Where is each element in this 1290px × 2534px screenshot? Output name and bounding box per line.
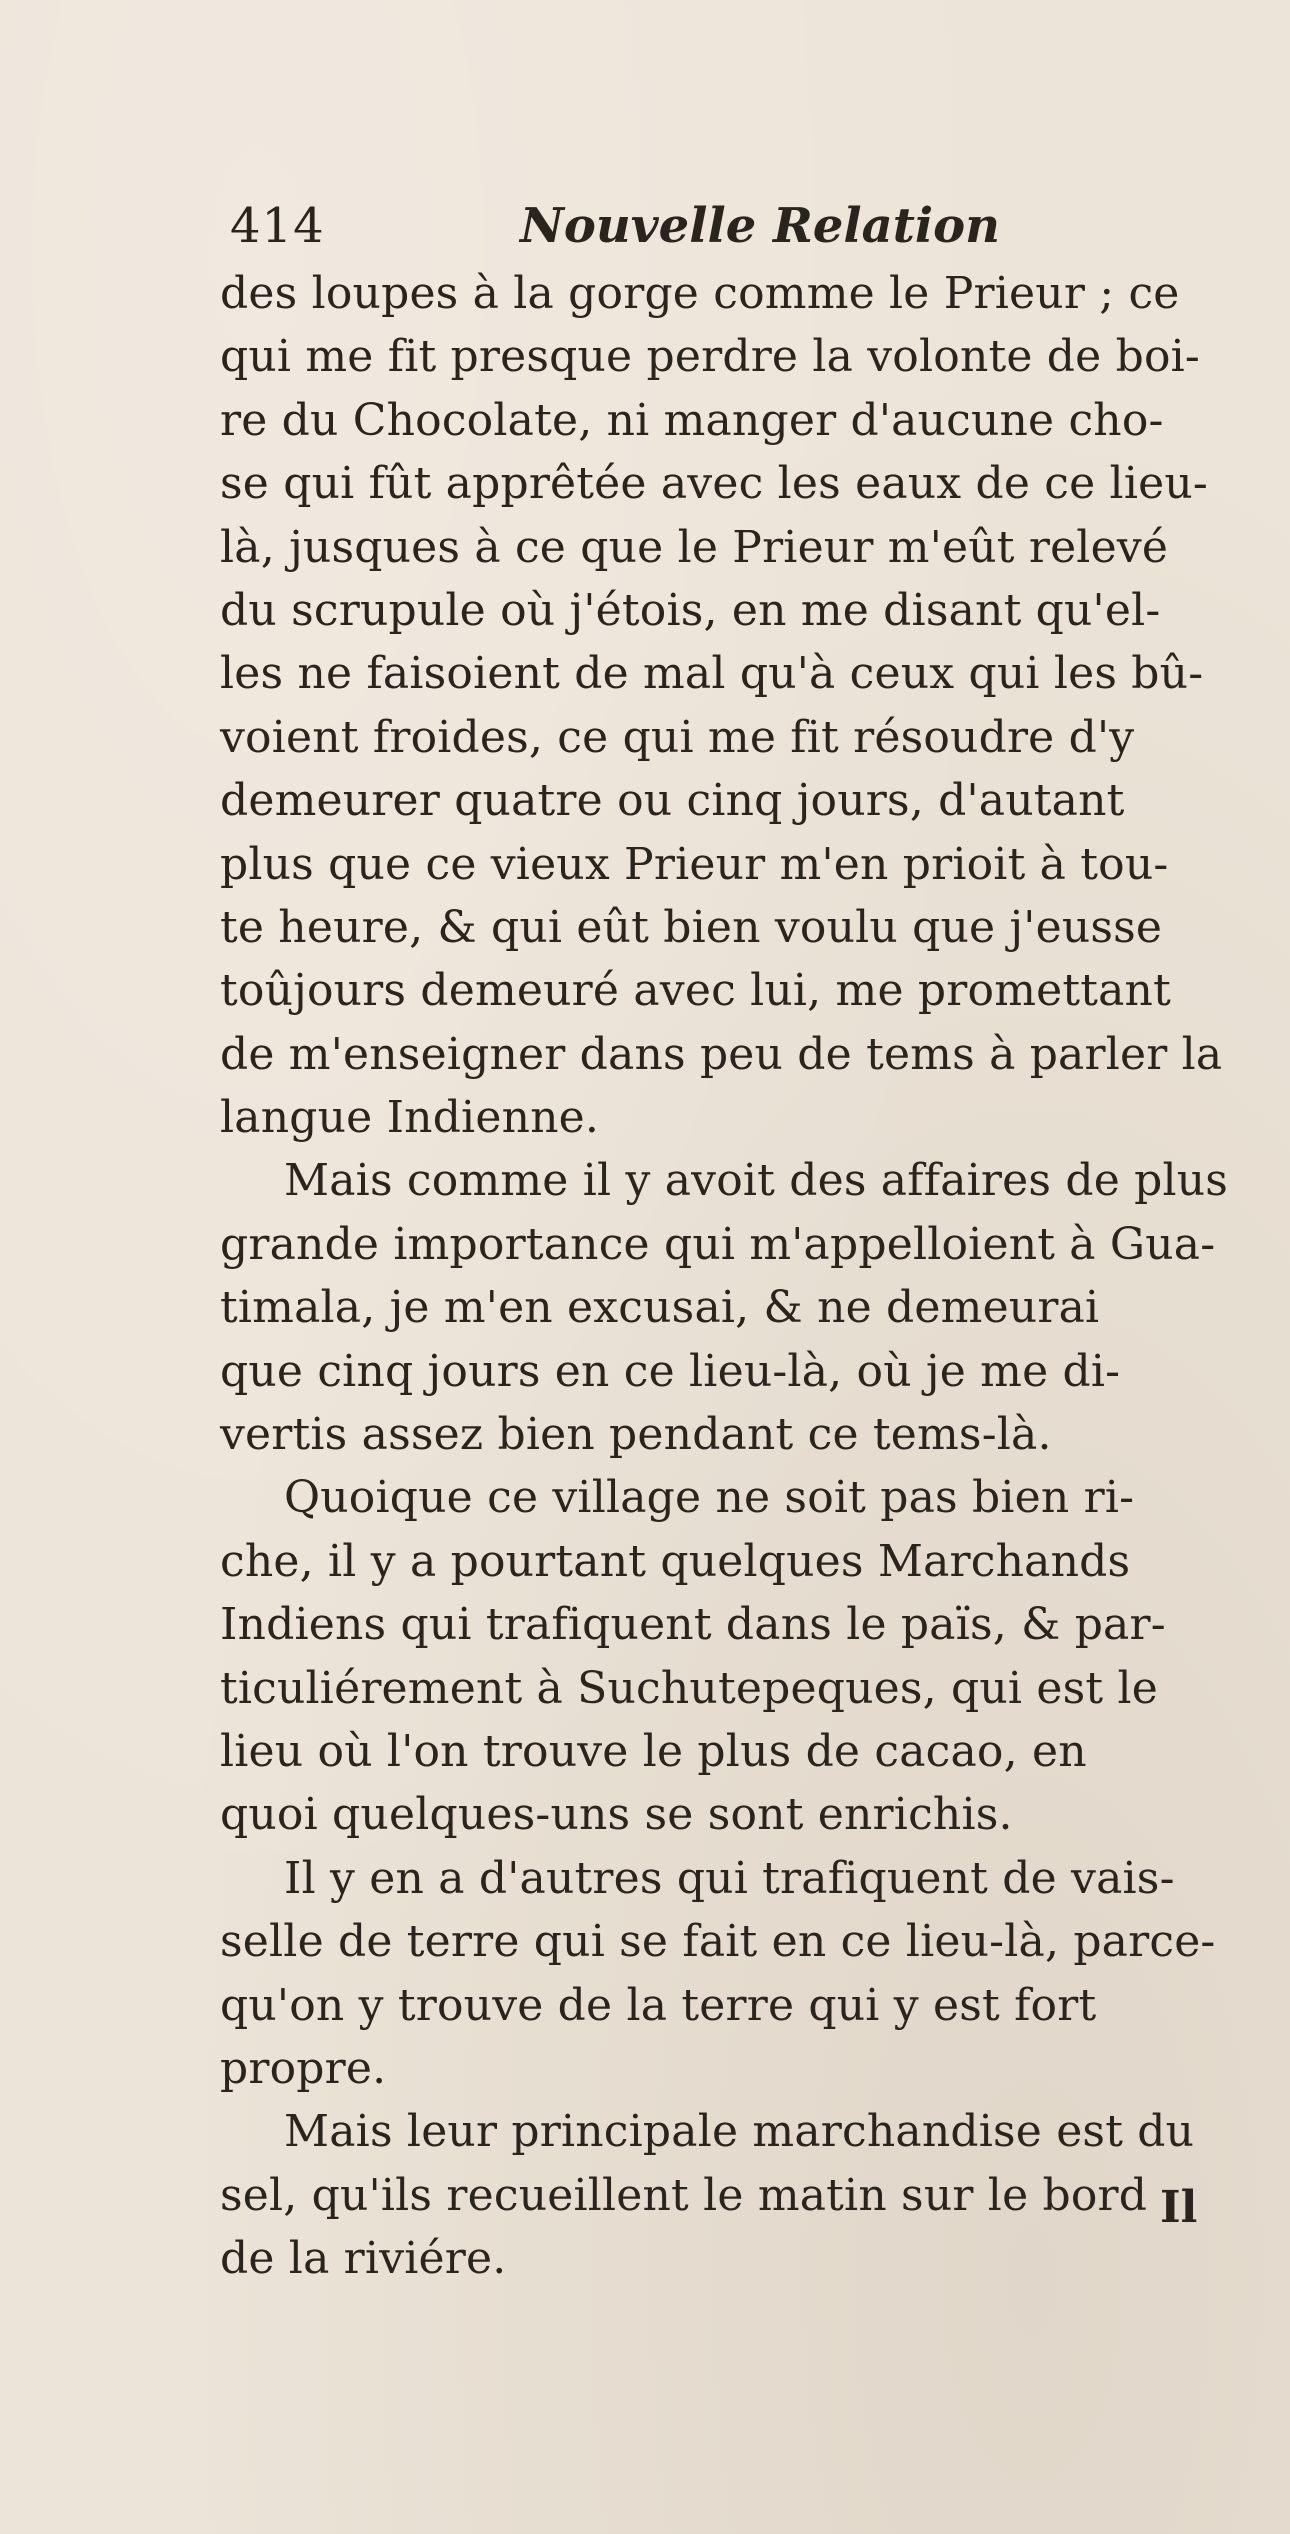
text-line: qui me fit presque perdre la volonte de boi- — [220, 331, 1200, 383]
text-line: des loupes à la gorge comme le Prieur ; ce — [220, 268, 1180, 319]
paragraph-start-line: Quoique ce village ne soit pas bien ri- — [284, 1472, 1135, 1524]
text-line: re du Chocolate, ni manger d'aucune cho- — [220, 394, 1164, 446]
text-line: les ne faisoient de mal qu'à ceux qui les bû- — [220, 648, 1204, 700]
text-line: ticuliérement à Suchutepeques, qui est le — [220, 1662, 1158, 1714]
page-header — [230, 196, 1080, 266]
text-line: propre. — [220, 2042, 387, 2094]
text-line: sel, qu'ils recueillent le matin sur le bord — [220, 2169, 1148, 2221]
text-line: que cinq jours en ce lieu-là, où je me di- — [220, 1345, 1121, 1397]
text-line: grande importance qui m'appelloient à Gua- — [220, 1218, 1216, 1270]
text-line: du scrupule où j'étois, en me disant qu'el- — [220, 584, 1161, 636]
text-line: plus que ce vieux Prieur m'en prioit à tou- — [220, 838, 1169, 890]
text-line: voient froides, ce qui me fit résoudre d'y — [220, 711, 1135, 763]
text-line: se qui fût apprêtée avec les eaux de ce lieu- — [220, 458, 1208, 510]
paragraph-start-line: Mais comme il y avoit des affaires de plus — [284, 1155, 1229, 1207]
text-line: che, il y a pourtant quelques Marchands — [220, 1535, 1131, 1587]
text-line: de la riviére. — [220, 2233, 507, 2285]
text-line: selle de terre qui se fait en ce lieu-là, parce- — [220, 1916, 1216, 1968]
text-line: timala, je m'en excusai, & ne demeurai — [220, 1282, 1100, 1334]
running-title: Nouvelle Relation — [520, 198, 1001, 254]
page-number: 414 — [230, 198, 325, 254]
body-text — [220, 262, 1230, 2291]
text-line: là, jusques à ce que le Prieur m'eût relevé — [220, 521, 1169, 573]
paragraph-start-line: Mais leur principale marchandise est du — [284, 2106, 1195, 2158]
text-line: lieu où l'on trouve le plus de cacao, en — [220, 1725, 1087, 1777]
text-line: Indiens qui trafiquent dans le païs, & par- — [220, 1599, 1166, 1651]
text-line: demeurer quatre ou cinq jours, d'autant — [220, 775, 1125, 827]
paragraph-start-line: Il y en a d'autres qui trafiquent de vais- — [284, 1852, 1175, 1904]
text-line: toûjours demeuré avec lui, me promettant — [220, 965, 1171, 1017]
text-line: vertis assez bien pendant ce tems-là. — [220, 1409, 1052, 1461]
text-line: de m'enseigner dans peu de tems à parler la — [220, 1028, 1223, 1080]
text-line: quoi quelques-uns se sont enrichis. — [220, 1789, 1013, 1841]
text-line: langue Indienne. — [220, 1092, 600, 1144]
catchword: Il — [1160, 2182, 1198, 2233]
text-line: qu'on y trouve de la terre qui y est fort — [220, 1979, 1097, 2031]
text-line: te heure, & qui eût bien voulu que j'eusse — [220, 901, 1163, 953]
